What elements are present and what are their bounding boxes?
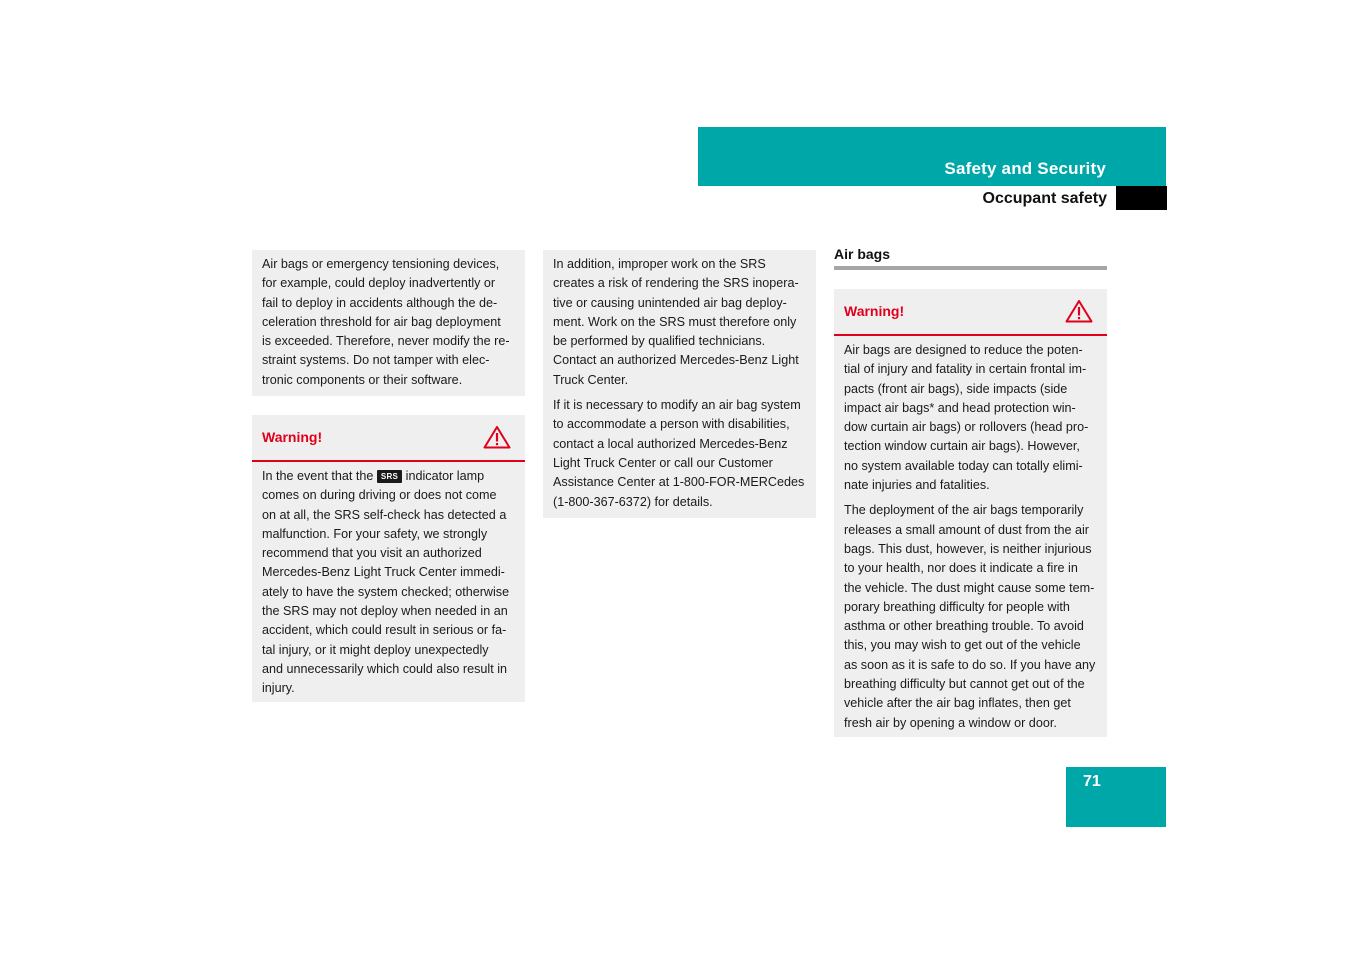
subsection-title: Occupant safety [982, 190, 1107, 207]
page-number-tab [1066, 767, 1166, 827]
warning-body [834, 336, 1107, 733]
airbags-heading: Air bags [834, 246, 891, 262]
paragraph-airbag-dust: The deployment of the air bags temporarily releases a small amount of dust from the air bags. This dust, however, is neither injurious to your health, nor does it indicate a fire in the vehicle. The dust might cause some tem- porary breathing difficulty for people with asthma or other breathing trouble. To avoid this, you may wish to get out of the vehicle as soon as it is safe to do so. If you have any breathing difficulty but cannot get out of the vehicle after the air bag inflates, then get fresh air by opening a window or door. [844, 503, 1096, 730]
info-box-left [252, 250, 525, 396]
info-box-middle [543, 250, 816, 518]
warning-box-srs [252, 415, 525, 702]
info-box-text: Air bags or emergency tensioning devices, for example, could deploy inadvertently or fail to deploy in accidents although the de- celeration threshold for air bag deployment is exceeded. Therefore, never modify the re- straint systems. Do not tamper with elec- tronic components or their software. [262, 257, 510, 387]
warning-header [252, 415, 525, 462]
paragraph-modify-airbag: If it is necessary to modify an air bag system to accommodate a person with disabilities, contact a local authorized Mercedes-Benz Light Truck Center or call our Customer Assistance Center at 1-800-FOR-MERCedes (1-800-367-6372) for details. [553, 398, 805, 509]
heading-rule [834, 266, 1107, 270]
section-header-band [698, 127, 1166, 186]
srs-indicator-badge: SRS [377, 470, 402, 483]
warning-box-airbags [834, 289, 1107, 737]
warning-text-start: In the event that the [262, 469, 377, 483]
warning-triangle-icon [483, 425, 511, 449]
page-number: 71 [1083, 773, 1101, 790]
section-marker-tab [1116, 186, 1167, 210]
section-title: Safety and Security [944, 159, 1106, 178]
warning-text-rest: indicator lamp comes on during driving or does not come on at all, the SRS self-check has detected a malfunction. For your safety, we strongly recommend that you visit an authorized Mercedes-Benz Light Truck Center immedi- ately to have the system checked; otherwise the SRS may not deploy when needed in an accident, which could result in serious or fa- tal injury, or it might deploy unexpectedly and unnecessarily which could also result in injury. [262, 469, 510, 696]
paragraph-srs-work: In addition, improper work on the SRS creates a risk of rendering the SRS inopera- tive or causing unintended air bag deploy- ment. Work on the SRS must therefore only be performed by qualified technicians. Contact an authorized Mercedes-Benz Light Truck Center. [553, 257, 799, 387]
warning-title: Warning! [262, 429, 323, 445]
warning-triangle-icon [1065, 299, 1093, 323]
warning-body [252, 462, 525, 699]
warning-title: Warning! [844, 303, 905, 319]
warning-header [834, 289, 1107, 336]
paragraph-airbag-purpose: Air bags are designed to reduce the poten- tial of injury and fatality in certain frontal im- pacts (front air bags), side impacts (side impact air bags* and head protection win- dow curtain air bags) or rollovers (head pro- tection window curtain air bags). However, no system available today can totally elimi- nate injuries and fatalities. [844, 343, 1089, 493]
